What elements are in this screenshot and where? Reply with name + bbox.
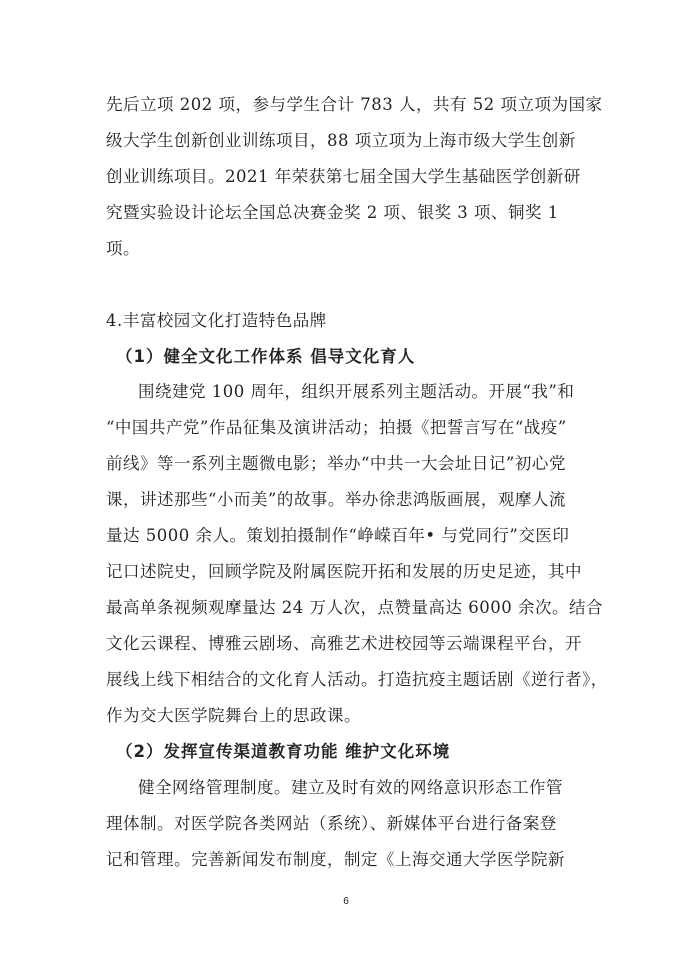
body-text-line: 展线上线下相结合的文化育人活动。打造抗疫主题话剧《逆行者》， — [106, 670, 608, 689]
body-text-line: 项。 — [106, 239, 140, 258]
body-text-line: 创业训练项目。2021 年荣获第七届全国大学生基础医学创新研 — [106, 167, 581, 186]
body-text-line: 级大学生创新创业训练项目，88 项立项为上海市级大学生创新 — [106, 131, 576, 150]
body-text-line: 理体制。对医学院各类网站（系统）、新媒体平台进行备案登 — [106, 814, 557, 833]
body-text-line: 作为交大医学院舞台上的思政课。 — [106, 706, 361, 725]
body-text-line: 健全网络管理制度。建立及时有效的网络意识形态工作管 — [138, 778, 563, 797]
body-text-line: “中国共产党”作品征集及演讲活动；拍摄《把誓言写在“战疫” — [106, 418, 567, 437]
page-number: 6 — [343, 896, 349, 907]
body-text-line: 文化云课程、博雅云剧场、高雅艺术进校园等云端课程平台，开 — [106, 634, 582, 653]
body-text-line: 记口述院史，回顾学院及附属医院开拓和发展的历史足迹，其中 — [106, 562, 582, 581]
section-title: 4.丰富校园文化打造特色品牌 — [106, 311, 327, 330]
body-text-line: 课，讲述那些“小而美”的故事。举办徐悲鸿版画展，观摩人流 — [106, 490, 566, 509]
body-text-line: 记和管理。完善新闻发布制度，制定《上海交通大学医学院新 — [106, 850, 565, 869]
body-text-line: 量达 5000 余人。策划拍摄制作“峥嵘百年• 与党同行”交医印 — [106, 526, 570, 545]
body-text-line: 先后立项 202 项，参与学生合计 783 人，共有 52 项立项为国家 — [106, 95, 603, 114]
body-text-line: 前线》等一系列主题微电影；举办“中共一大会址日记”初心党 — [106, 454, 566, 473]
body-text-line: 最高单条视频观摩量达 24 万人次，点赞量高达 6000 余次。结合 — [106, 598, 603, 617]
body-text-line: 围绕建党 100 周年，组织开展系列主题活动。开展“我”和 — [138, 382, 575, 401]
body-text-line: 究暨实验设计论坛全国总决赛金奖 2 项、银奖 3 项、铜奖 1 — [106, 203, 559, 222]
subsection-heading: （2）发挥宣传渠道教育功能 维护文化环境 — [116, 742, 451, 761]
subsection-heading: （1）健全文化工作体系 倡导文化育人 — [116, 347, 416, 366]
